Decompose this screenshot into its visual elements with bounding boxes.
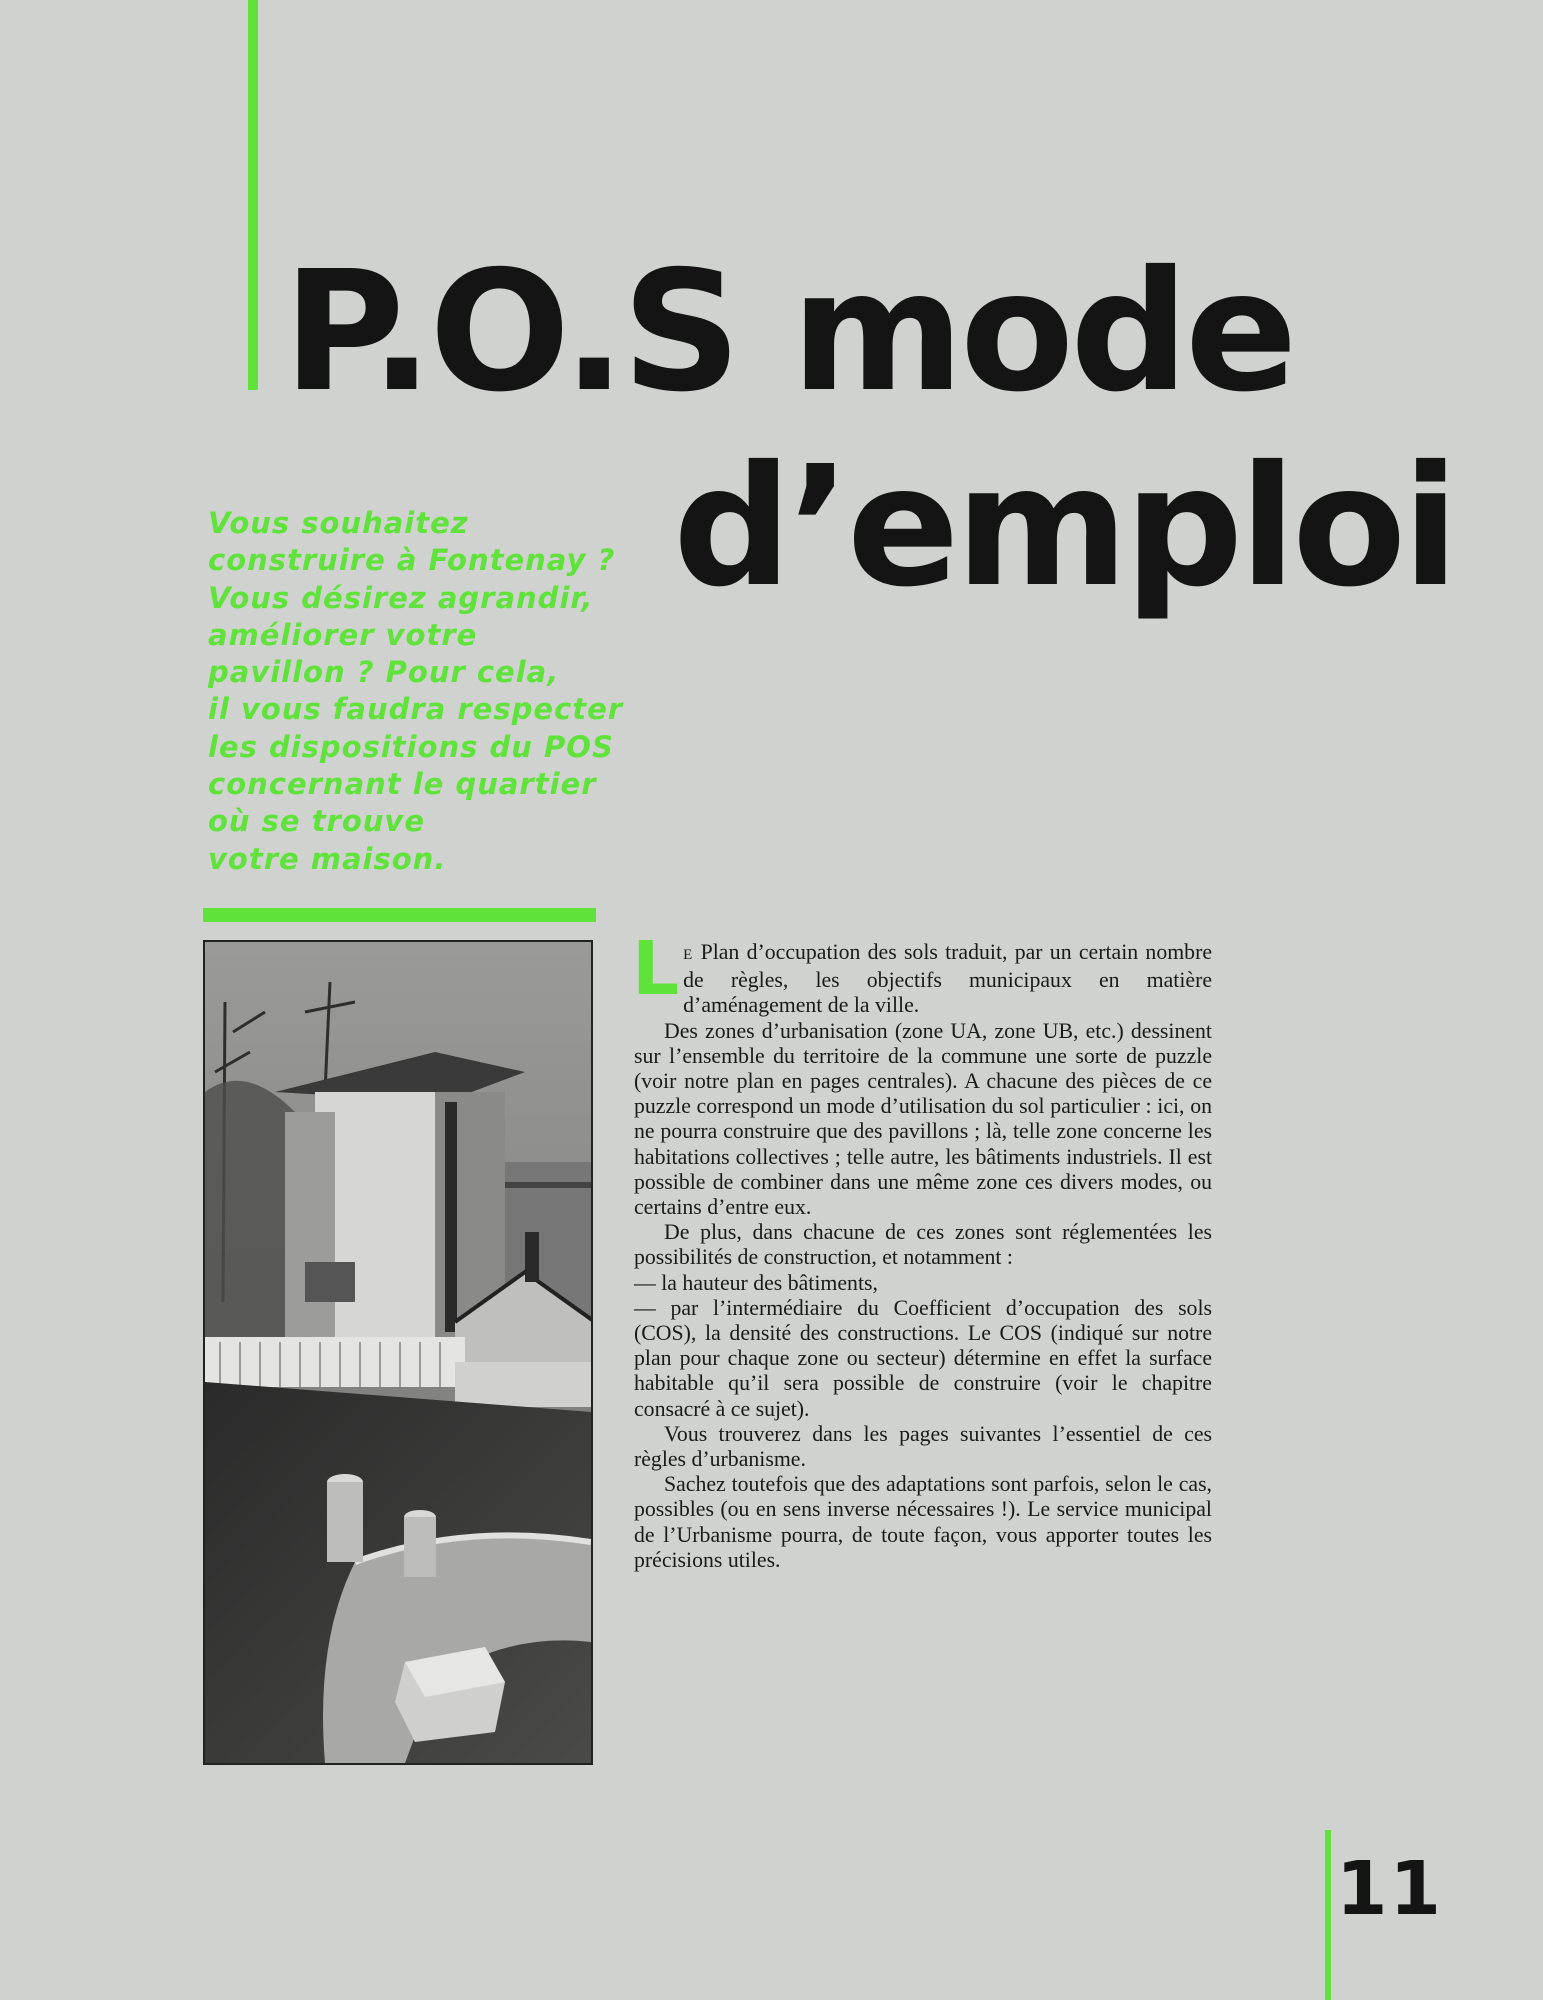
intro-line: Vous désirez agrandir, (208, 580, 594, 615)
intro-line: construire à Fontenay ? (208, 543, 616, 578)
article-paragraph: De plus, dans chacune de ces zones sont réglementées les possibilités de construction, et notamment : (634, 1220, 1212, 1270)
photo-illustration (205, 942, 591, 1763)
intro-divider-bar (203, 908, 596, 922)
page-number-bar (1325, 1830, 1331, 2000)
intro-line: votre maison. (208, 841, 447, 876)
article-list-item: — la hauteur des bâtiments, (634, 1270, 878, 1295)
page-number: 11 (1336, 1846, 1443, 1932)
article-body (632, 926, 1212, 1573)
article-paragraph: Des zones d’urbanisation (zone UA, zone UB, etc.) dessinent sur l’ensemble du territoire de la commune une sorte de puzzle (voir notre plan en pages centrales). A chacune des pièces de ce puzzle correspond un mode d’utilisation du sol particulier : ici, on ne pourra construire que des pavillons ; là, telle zone concerne les habitations collectives ; telle autre, les bâtiments industriels. Il est possible de combiner dans une même zone ces divers modes, ou certains d’entre eux. (634, 1018, 1212, 1220)
paragraph-text: Plan d’occupation des sols traduit, par un certain nombre de règles, les objectifs municipaux en matière d’aménagement de la ville. (683, 940, 1212, 1018)
intro-text (208, 505, 628, 878)
intro-line: les dispositions du POS (208, 729, 614, 764)
drop-cap: L (632, 926, 680, 1012)
article-paragraph: Sachez toutefois que des adaptations sont parfois, selon le cas, possibles (ou en sens inverse nécessaires !). Le service municipal de l’Urbanisme pourra, de toute façon, vous apporter toutes les précisions utiles. (634, 1472, 1212, 1572)
article-list-item: — par l’intermédiaire du Coefficient d’occupation des sols (COS), la densité des constructions. Le COS (indiqué sur notre plan pour chaque zone ou secteur) détermine en effet la surface habitable qu’il sera possible de construire (voir le chapitre consacré à ce sujet). (634, 1295, 1212, 1421)
article-paragraph: Vous trouverez dans les pages suivantes l’essentiel de ces règles d’urbanisme. (634, 1421, 1212, 1472)
intro-line: pavillon ? Pour cela, (208, 655, 560, 690)
intro-line: où se trouve (208, 804, 425, 839)
title-line-1: P.O.S mode (283, 236, 1294, 429)
title-accent-bar (248, 0, 258, 390)
article-paragraph (632, 926, 1212, 1019)
title-line-2: d’emploi (673, 431, 1456, 624)
intro-line: Vous souhaitez (208, 506, 469, 540)
first-word: E (683, 947, 694, 963)
intro-line: améliorer votre (208, 617, 478, 652)
street-house-photo (203, 940, 593, 1765)
intro-line: concernant le quartier (208, 767, 597, 802)
intro-line: il vous faudra respecter (208, 692, 624, 727)
